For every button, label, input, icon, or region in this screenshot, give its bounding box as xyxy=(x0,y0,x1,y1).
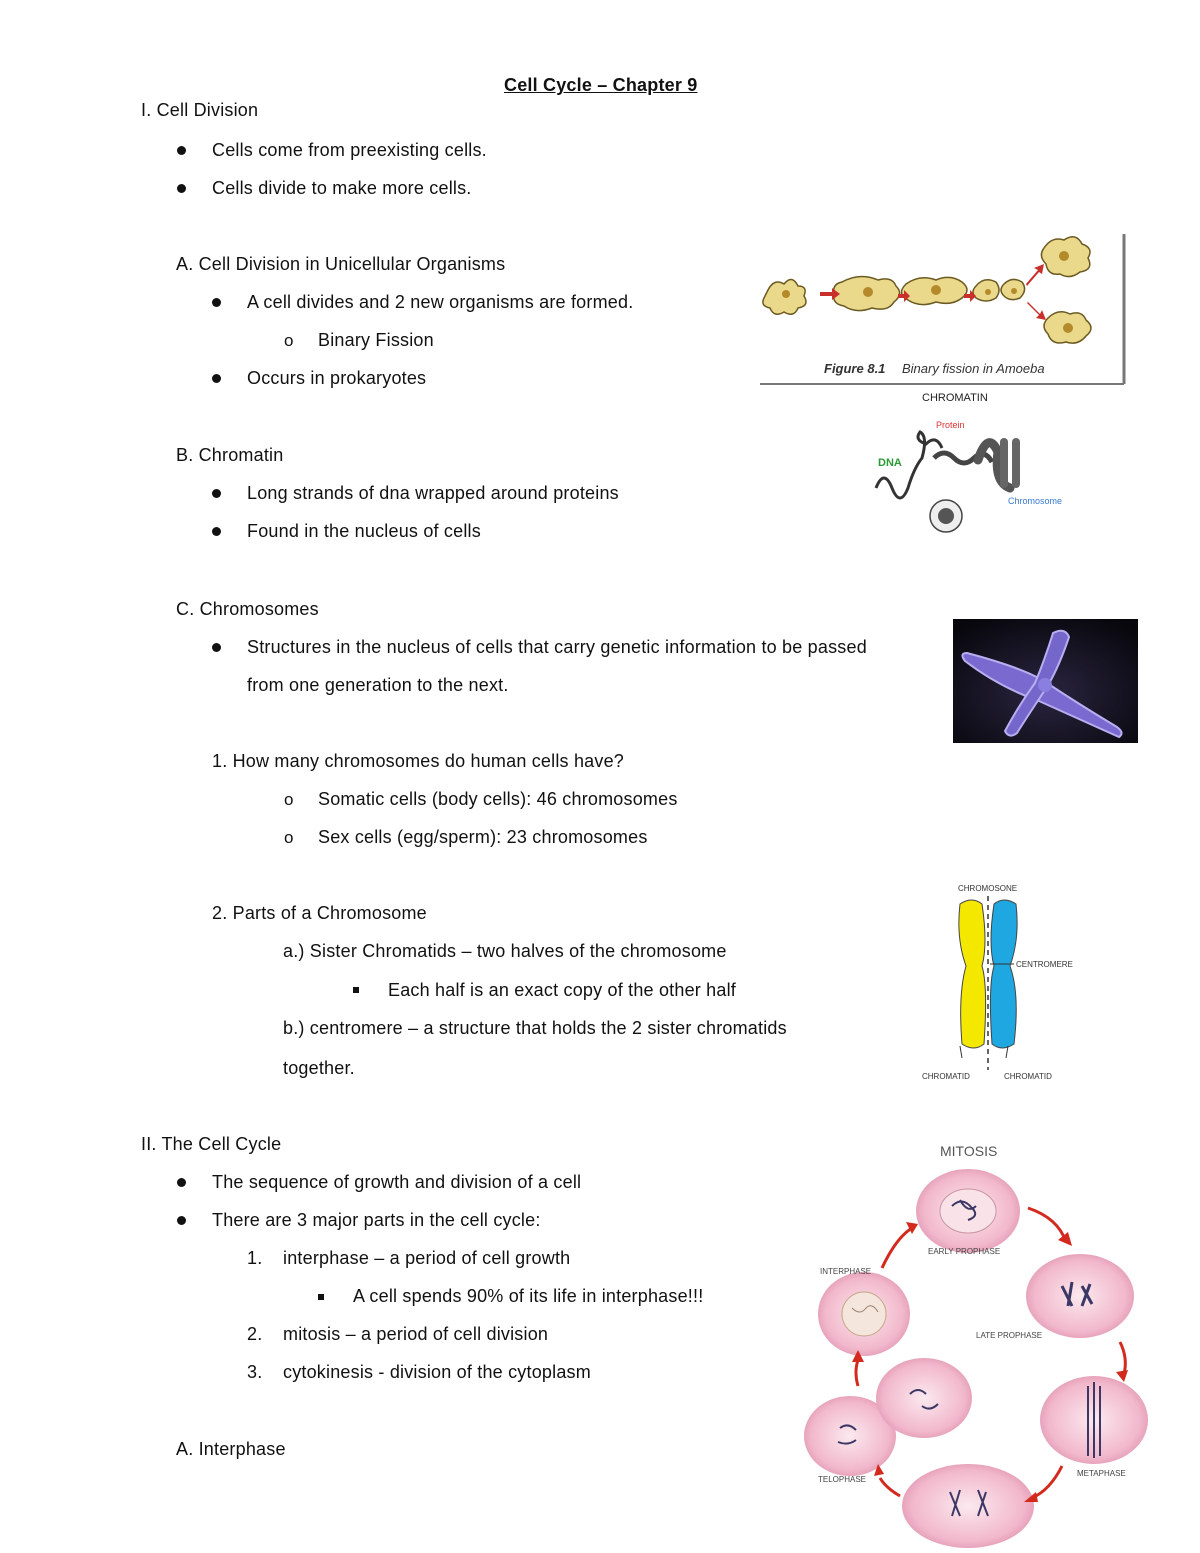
list-item: mitosis – a period of cell division xyxy=(283,1324,549,1344)
chromatin-figure xyxy=(866,388,1066,548)
list-item: Cells divide to make more cells. xyxy=(212,178,472,198)
bullet-icon xyxy=(177,146,186,155)
chromatin-dna-label: DNA xyxy=(878,457,902,469)
list-item: a.) Sister Chromatids – two halves of the chromosome xyxy=(283,941,727,961)
list-item: Each half is an exact copy of the other half xyxy=(388,980,737,1000)
list-item: Somatic cells (body cells): 46 chromosomes xyxy=(318,789,678,809)
subsection-heading: A. Interphase xyxy=(176,1439,286,1459)
chromatin-protein-label: Protein xyxy=(936,420,965,430)
list-item: The sequence of growth and division of a cell xyxy=(212,1172,582,1192)
list-item: Occurs in prokaryotes xyxy=(247,368,427,388)
subsection-heading: A. Cell Division in Unicellular Organisms xyxy=(176,254,506,274)
section-heading: II. The Cell Cycle xyxy=(141,1134,282,1154)
chromosome-photo xyxy=(953,619,1138,743)
list-item-continued: from one generation to the next. xyxy=(247,675,509,695)
list-item: cytokinesis - division of the cytoplasm xyxy=(283,1362,591,1382)
subsection-heading: C. Chromosomes xyxy=(176,599,319,619)
list-item: Binary Fission xyxy=(318,330,434,350)
bullet-icon xyxy=(212,643,221,652)
question-heading: 1. How many chromosomes do human cells have? xyxy=(212,751,624,771)
chromatid-right-label: CHROMATID xyxy=(1004,1072,1052,1081)
binary-fission-figure xyxy=(756,232,1130,390)
chromatin-chromosome-label: Chromosome xyxy=(1008,496,1063,506)
interphase-label: INTERPHASE xyxy=(820,1267,872,1276)
bullet-icon xyxy=(212,374,221,383)
list-item-continued: together. xyxy=(283,1058,355,1078)
list-item: Cells come from preexisting cells. xyxy=(212,140,487,160)
section-heading: I. Cell Division xyxy=(141,100,259,120)
list-number: 1. xyxy=(247,1248,263,1268)
subsection-heading: B. Chromatin xyxy=(176,445,284,465)
list-item: A cell spends 90% of its life in interphase!!! xyxy=(353,1286,704,1306)
bullet-icon xyxy=(212,527,221,536)
question-heading: 2. Parts of a Chromosome xyxy=(212,903,427,923)
square-bullet-icon xyxy=(318,1294,324,1300)
list-item: Found in the nucleus of cells xyxy=(247,521,481,541)
bullet-icon xyxy=(212,298,221,307)
list-number: 3. xyxy=(247,1362,263,1382)
chromosome-diagram xyxy=(918,880,1078,1084)
centromere-label: CENTROMERE xyxy=(1016,960,1073,969)
list-number: 2. xyxy=(247,1324,263,1344)
circle-bullet-icon: o xyxy=(284,828,294,847)
list-item: b.) centromere – a structure that holds the 2 sister chromatids xyxy=(283,1018,787,1038)
list-item: Structures in the nucleus of cells that carry genetic information to be passed xyxy=(247,637,867,657)
list-item: There are 3 major parts in the cell cycle: xyxy=(212,1210,541,1230)
bullet-icon xyxy=(212,489,221,498)
circle-bullet-icon: o xyxy=(284,331,294,350)
list-item: A cell divides and 2 new organisms are formed. xyxy=(247,292,634,312)
list-item: Long strands of dna wrapped around proteins xyxy=(247,483,619,503)
bullet-icon xyxy=(177,1216,186,1225)
metaphase-label: METAPHASE xyxy=(1077,1469,1126,1478)
bullet-icon xyxy=(177,184,186,193)
mitosis-cycle-diagram xyxy=(800,1136,1150,1553)
late-prophase-label: LATE PROPHASE xyxy=(976,1331,1043,1340)
mitosis-title: MITOSIS xyxy=(940,1143,998,1159)
binary-fission-caption: Binary fission in Amoeba xyxy=(902,361,1045,376)
page-title: Cell Cycle – Chapter 9 xyxy=(504,75,698,95)
circle-bullet-icon: o xyxy=(284,790,294,809)
list-item: Sex cells (egg/sperm): 23 chromosomes xyxy=(318,827,648,847)
binary-fission-caption-bold: Figure 8.1 xyxy=(824,361,886,376)
chromatin-title: CHROMATIN xyxy=(922,392,988,404)
bullet-icon xyxy=(177,1178,186,1187)
square-bullet-icon xyxy=(353,987,359,993)
chromatid-left-label: CHROMATID xyxy=(922,1072,970,1081)
chromosome-diagram-title: CHROMOSONE xyxy=(958,884,1018,893)
telophase-label: TELOPHASE xyxy=(818,1475,867,1484)
list-item: interphase – a period of cell growth xyxy=(283,1248,571,1268)
early-prophase-label: EARLY PROPHASE xyxy=(928,1247,1001,1256)
